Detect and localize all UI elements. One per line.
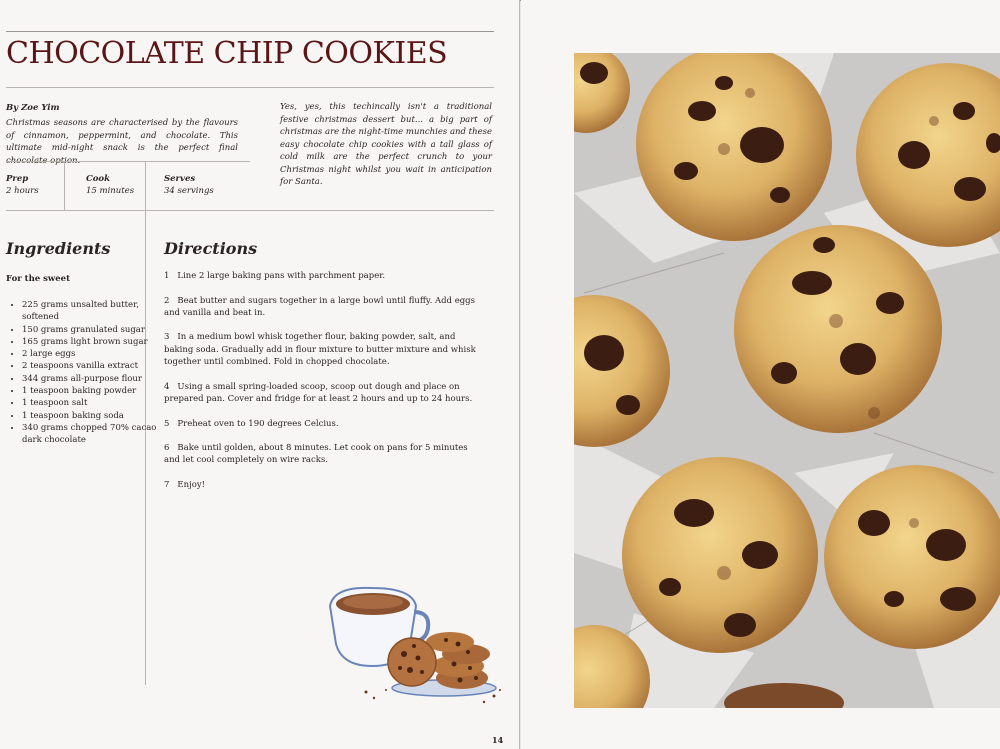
meta-value: 34 servings: [164, 186, 214, 196]
step-text: Bake until golden, about 8 minutes. Let cook on pans for 5 minutes and let cool completely on wire racks.: [164, 443, 468, 466]
ingredients-heading: Ingredients: [6, 239, 111, 258]
ingredient-group-label: For the sweet: [6, 274, 70, 284]
meta-label: Prep: [6, 174, 29, 184]
cookies-photo: [574, 53, 1000, 708]
author-byline: By Zoe Yim: [6, 103, 60, 113]
step-text: In a medium bowl whisk together flour, baking powder, salt, and baking soda. Gradually add in flour mixture to butter mixture and whisk together until combined. Fold in chopped chocolate.: [164, 332, 476, 368]
cocoa-and-cookies-illustration: [326, 582, 506, 712]
step-number: 6: [164, 443, 170, 454]
ingredient-item: • 2 large eggs: [22, 348, 158, 360]
ingredient-item: • 150 grams granulated sugar: [22, 324, 158, 336]
step-number: 1: [164, 271, 170, 281]
meta-cook: [86, 173, 134, 197]
step-number: 4: [164, 381, 170, 392]
meta-label: Serves: [164, 174, 196, 184]
recipe-intro: Christmas seasons are characterised by the flavours of cinnamon, peppermint, and chocolate. This ultimate mid-night snack is the perfect final: [6, 118, 238, 153]
title-bottom-rule: [6, 87, 494, 88]
ingredient-item: • 340 grams chopped 70% cacao dark chocolate: [22, 422, 158, 447]
step-text: Line 2 large baking pans with parchment paper.: [177, 271, 386, 281]
cookie-stack: [388, 632, 490, 689]
meta-bottom-rule: [6, 210, 494, 211]
ingredient-item: • 2 teaspoons vanilla extract: [22, 360, 158, 372]
direction-step: [164, 381, 476, 406]
direction-step: [164, 270, 476, 282]
direction-step: [164, 479, 476, 491]
meta-serves: [164, 173, 214, 197]
ingredient-item: • 1 teaspoon baking powder: [22, 385, 158, 397]
meta-divider: [145, 161, 146, 210]
step-text: Using a small spring-loaded scoop, scoop out dough and place on prepared pan. Cover and fridge for at least 2 hours and up to 24 hours.: [164, 381, 473, 404]
meta-value: 2 hours: [6, 186, 39, 196]
direction-step: [164, 331, 476, 368]
page-number: 14: [492, 735, 504, 745]
ingredient-list: [6, 299, 158, 447]
meta-divider: [64, 161, 65, 210]
step-text: Enjoy!: [177, 480, 206, 491]
meta-value: 15 minutes: [86, 186, 135, 196]
ingredient-item: • 225 grams unsalted butter, softened: [22, 299, 158, 324]
meta-label: Cook: [86, 174, 110, 184]
ingredient-item: • 1 teaspoon salt: [22, 397, 158, 409]
step-number: 5: [164, 418, 170, 429]
step-text: Preheat oven to 190 degrees Celcius.: [177, 418, 339, 429]
directions-list: [164, 270, 476, 504]
ingredient-item: • 1 teaspoon baking soda: [22, 410, 158, 422]
direction-step: [164, 442, 476, 467]
meta-prep: [6, 173, 39, 197]
recipe-aside: Yes, yes, this techincally isn't a traditional festive christmas dessert but... a big part of christmas are the night-time munchies and these easy chocolate chip cookies with a tall glass of cold milk are the perfect crunch to your Christmas night whilst you wait in anticipation for Santa.: [280, 102, 492, 187]
column-divider: [145, 211, 146, 685]
directions-heading: Directions: [164, 239, 258, 258]
step-number: 2: [164, 295, 170, 306]
title-top-rule: [6, 31, 494, 32]
meta-top-rule: [6, 161, 250, 162]
direction-step: [164, 418, 476, 430]
step-number: 3: [164, 332, 170, 343]
step-text: Beat butter and sugars together in a large bowl until fluffy. Add eggs and vanilla and beat in.: [164, 295, 475, 318]
recipe-title: CHOCOLATE CHIP COOKIES: [6, 36, 448, 71]
step-number: 7: [164, 480, 170, 491]
ingredient-item: • 344 grams all-purpose flour: [22, 373, 158, 385]
direction-step: [164, 295, 476, 320]
ingredient-item: • 165 grams light brown sugar: [22, 336, 158, 348]
